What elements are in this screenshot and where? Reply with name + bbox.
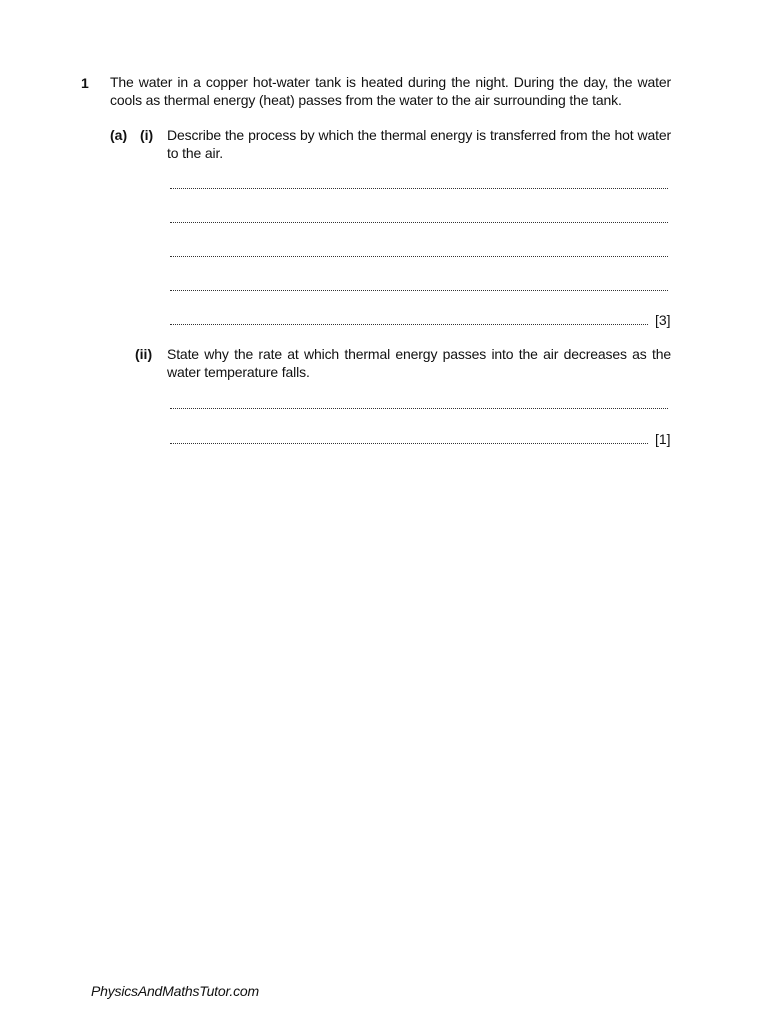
answer-line[interactable] <box>170 256 668 257</box>
sub-ii-question: State why the rate at which thermal energy passes into the air decreases as the water temperature falls. <box>167 346 671 380</box>
part-a-label: (a) <box>110 127 128 143</box>
question-number: 1 <box>81 75 89 91</box>
question-intro: The water in a copper hot-water tank is heated during the night. During the day, the water cools as thermal energy (heat) passes from the water to the air surrounding the tank. <box>110 74 671 108</box>
answer-line[interactable] <box>170 324 648 325</box>
sub-i-label: (i) <box>140 127 154 143</box>
marks-label: [1] <box>655 431 671 447</box>
answer-line[interactable] <box>170 408 668 409</box>
answer-line[interactable] <box>170 222 668 223</box>
sub-i-question: Describe the process by which the thermal energy is transferred from the hot water to the air. <box>167 127 671 161</box>
answer-line[interactable] <box>170 443 648 444</box>
footer-source: PhysicsAndMathsTutor.com <box>91 983 259 999</box>
sub-ii-label: (ii) <box>135 346 153 362</box>
answer-line[interactable] <box>170 188 668 189</box>
marks-label: [3] <box>655 312 671 328</box>
answer-line[interactable] <box>170 290 668 291</box>
